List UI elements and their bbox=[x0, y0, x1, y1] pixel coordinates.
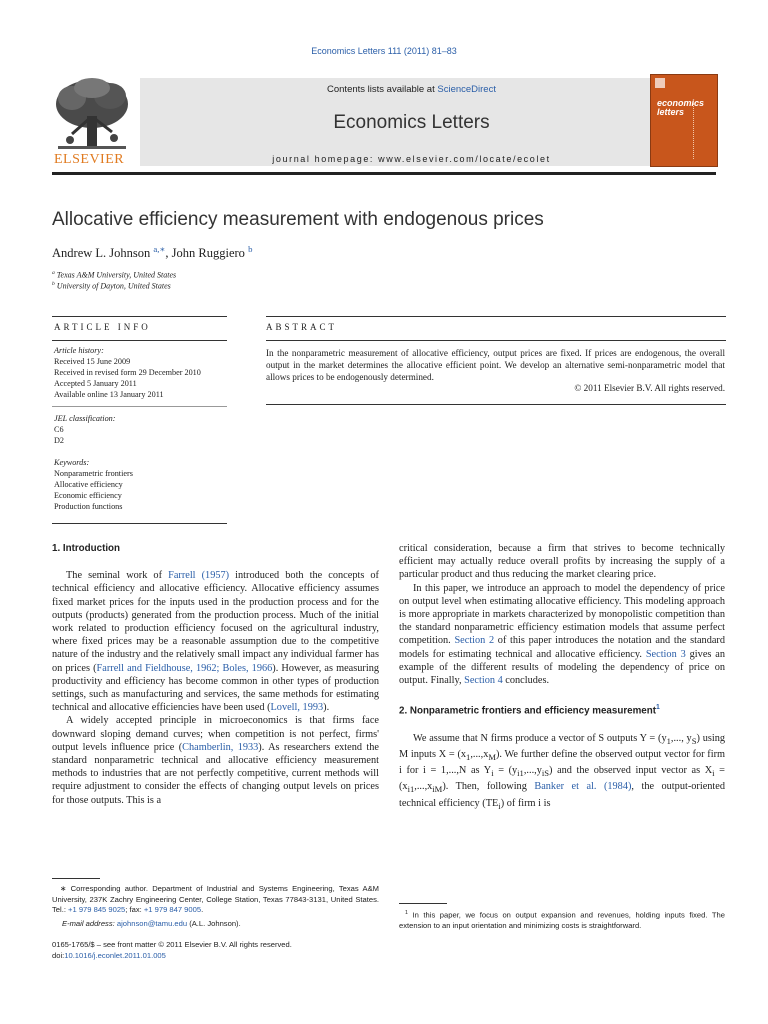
journal-name: Economics Letters bbox=[333, 112, 490, 133]
author-marks[interactable]: a,∗ bbox=[153, 244, 166, 254]
fax-link[interactable]: +1 979 847 9005 bbox=[143, 905, 202, 914]
author-name: Andrew L. Johnson bbox=[52, 246, 151, 261]
article-history: Article history: Received 15 June 2009 Received in revised form 29 December 2010 Accepted 5 January 2011 Available online 13 January 2011 bbox=[54, 346, 201, 399]
email-note: E-mail address: ajohnson@tamu.edu (A.L. Johnson). bbox=[62, 919, 241, 928]
section-1-heading: 1. Introduction bbox=[52, 543, 121, 554]
cover-emblem-icon bbox=[655, 78, 665, 88]
abstract-rule-top bbox=[266, 316, 726, 317]
issn-line: 0165-1765/$ – see front matter © 2011 Elsevier B.V. All rights reserved. bbox=[52, 940, 292, 949]
cover-title: economics letters bbox=[657, 98, 705, 117]
author-name: John Ruggiero bbox=[171, 246, 245, 261]
body-left-column bbox=[52, 542, 379, 807]
phone-link[interactable]: +1 979 845 9025 bbox=[68, 905, 126, 914]
info-rule bbox=[52, 340, 227, 341]
ref-link[interactable]: Section 2 bbox=[454, 635, 495, 647]
paragraph: The seminal work of Farrell (1957) introduced both the concepts of technical efficiency and allocative efficiency. Allocative efficiency assumes fixed market prices for the inputs used in the production process and for the outputs (products) generated from the production process. Much of the initial work related to production efficiency focused on the agricultural industry, where fixed prices may be a reasonable assumption due to the competitive nature of the industry and the relatively small impact any individual farmer has on prices (Farrell and Fieldhouse, 1962; Boles, 1966). However, as measuring productivity and efficiency has become common in other types of production settings, such as manufacturing and services, the same methods for estimating technical and allocative efficiencies have been used (Lovell, 1993). bbox=[52, 570, 379, 714]
copyright: © 2011 Elsevier B.V. All rights reserved. bbox=[574, 383, 725, 393]
keyword: Nonparametric frontiers bbox=[54, 469, 133, 478]
journal-homepage[interactable]: journal homepage: www.elsevier.com/locate/ecolet bbox=[272, 154, 551, 164]
journal-header-box bbox=[140, 78, 683, 166]
info-rule-top bbox=[52, 316, 227, 317]
body-right-column bbox=[399, 542, 725, 813]
contents-line: Contents lists available at ScienceDirect bbox=[327, 84, 496, 95]
cover-decoration bbox=[693, 103, 710, 159]
author-marks[interactable]: b bbox=[248, 244, 253, 254]
article-info-heading: ARTICLE INFO bbox=[54, 322, 151, 332]
footnote-mark[interactable]: 1 bbox=[655, 704, 660, 712]
keywords: Keywords: Nonparametric frontiers Allocative efficiency Economic efficiency Production functions bbox=[54, 458, 133, 511]
keyword: Economic efficiency bbox=[54, 491, 122, 500]
ref-link[interactable]: Chamberlin, 1933 bbox=[182, 741, 259, 753]
affiliation-a: $^a$ Texas A&M University, United States bbox=[52, 270, 177, 280]
email-link[interactable]: ajohnson@tamu.edu bbox=[116, 919, 188, 928]
abstract-rule bbox=[266, 340, 726, 341]
abstract-rule-bottom bbox=[266, 404, 726, 405]
info-divider bbox=[52, 406, 227, 407]
keyword: Allocative efficiency bbox=[54, 480, 123, 489]
ref-link[interactable]: Section 3 bbox=[645, 648, 686, 660]
abstract-heading: ABSTRACT bbox=[266, 322, 338, 332]
paragraph: In this paper, we introduce an approach to model the dependency of price on output level when estimating allocative efficiency. This modeling approach is more appropriate in markets characterized by monopolistic competition than the standard nonparametric efficiency estimation models that assume perfect competition. Section 2 of this paper introduces the notation and the standard models for estimating technical and allocative efficiency. Section 3 gives an example of the different results of modeling the dependency of price on output. Finally, Section 4 concludes. bbox=[399, 582, 726, 687]
jel-classification: JEL classification: C6 D2 bbox=[54, 414, 116, 445]
section-2-heading: 2. Nonparametric frontiers and efficiency measurement$^1$ bbox=[399, 704, 660, 717]
author-list: Andrew L. Johnson $^{a,∗}$, John Ruggiero $^b$ bbox=[52, 244, 253, 261]
ref-link[interactable]: Lovell, 1993 bbox=[270, 702, 324, 714]
masthead bbox=[52, 74, 716, 168]
paragraph: critical consideration, because a firm that strives to become technically efficient may actually reduce overall profits by increasing the supply of a particular product and thus reducing the market clearing price. bbox=[399, 543, 725, 581]
footnote-1: $^1$ In this paper, we focus on output expansion and revenues, holding inputs fixed. The extension to an input orientation and minimizing costs is straightforward. bbox=[399, 910, 725, 931]
elsevier-logo[interactable] bbox=[52, 74, 132, 168]
affiliation-b: $^b$ University of Dayton, United States bbox=[52, 281, 171, 291]
doi-line: doi:10.1016/j.econlet.2011.01.005 bbox=[52, 951, 166, 960]
publisher-name: ELSEVIER bbox=[54, 152, 125, 167]
ref-link[interactable]: Banker et al. (1984) bbox=[534, 781, 632, 793]
ref-link[interactable]: Farrell (1957) bbox=[168, 570, 230, 582]
sciencedirect-link[interactable]: ScienceDirect bbox=[437, 84, 496, 95]
keyword: Production functions bbox=[54, 502, 123, 511]
journal-cover[interactable] bbox=[650, 74, 718, 167]
corresponding-author-note: ∗ Corresponding author. Department of Industrial and Systems Engineering, Texas A&M University, 237K Zachry Engineering Center, College Station, Texas 77843-3131, United States. Tel.: +1 979 845 9025; fax: +1 979 847 9005. bbox=[52, 884, 379, 914]
journal-citation[interactable]: Economics Letters 111 (2011) 81–83 bbox=[311, 46, 457, 56]
doi-link[interactable]: 10.1016/j.econlet.2011.01.005 bbox=[64, 951, 166, 960]
ref-link[interactable]: Section 4 bbox=[464, 675, 503, 687]
article-title: Allocative efficiency measurement with endogenous prices bbox=[52, 209, 544, 230]
paragraph: We assume that N firms produce a vector of S outputs $Y = (y_1$,..., $y_S$) using M inputs $X = (x_1,...,x_M)$. We further define the observed output vector for firm i for i = 1,...,N as $Y_i = (y_{i1},...,y_{iS})$ and the observed input vector as $X_i = (x_{i1},...,x_{iM})$. Then, following Banker et al. (1984), the output-oriented technical efficiency $(TE_i)$ of firm i is bbox=[399, 732, 726, 811]
footnote-rule-left bbox=[52, 878, 100, 879]
paragraph: A widely accepted principle in microeconomics is that firms face downward sloping demand curves; when competition is not perfect, firms' output levels influence price (Chamberlin, 1933). As researchers extend the standard nonparametric technical and allocative efficiency measurement methods to industries that are not perfectly competitive, current methods will require adjustment to consider the effects of changing output levels on prices for those outputs. This is a bbox=[52, 715, 379, 806]
header-rule bbox=[52, 172, 716, 175]
abstract-text: In the nonparametric measurement of allocative efficiency, output prices are fixed. If prices are endogenous, the overall output in the market determines the allocative efficient point. We develop an alternative semi-nonparametric model that allows prices to be endogenously determined. bbox=[266, 348, 725, 382]
ref-link[interactable]: Farrell and Fieldhouse, 1962; Boles, 1966 bbox=[96, 662, 273, 674]
info-rule-bottom bbox=[52, 523, 227, 524]
footnote-rule-right bbox=[399, 903, 447, 904]
